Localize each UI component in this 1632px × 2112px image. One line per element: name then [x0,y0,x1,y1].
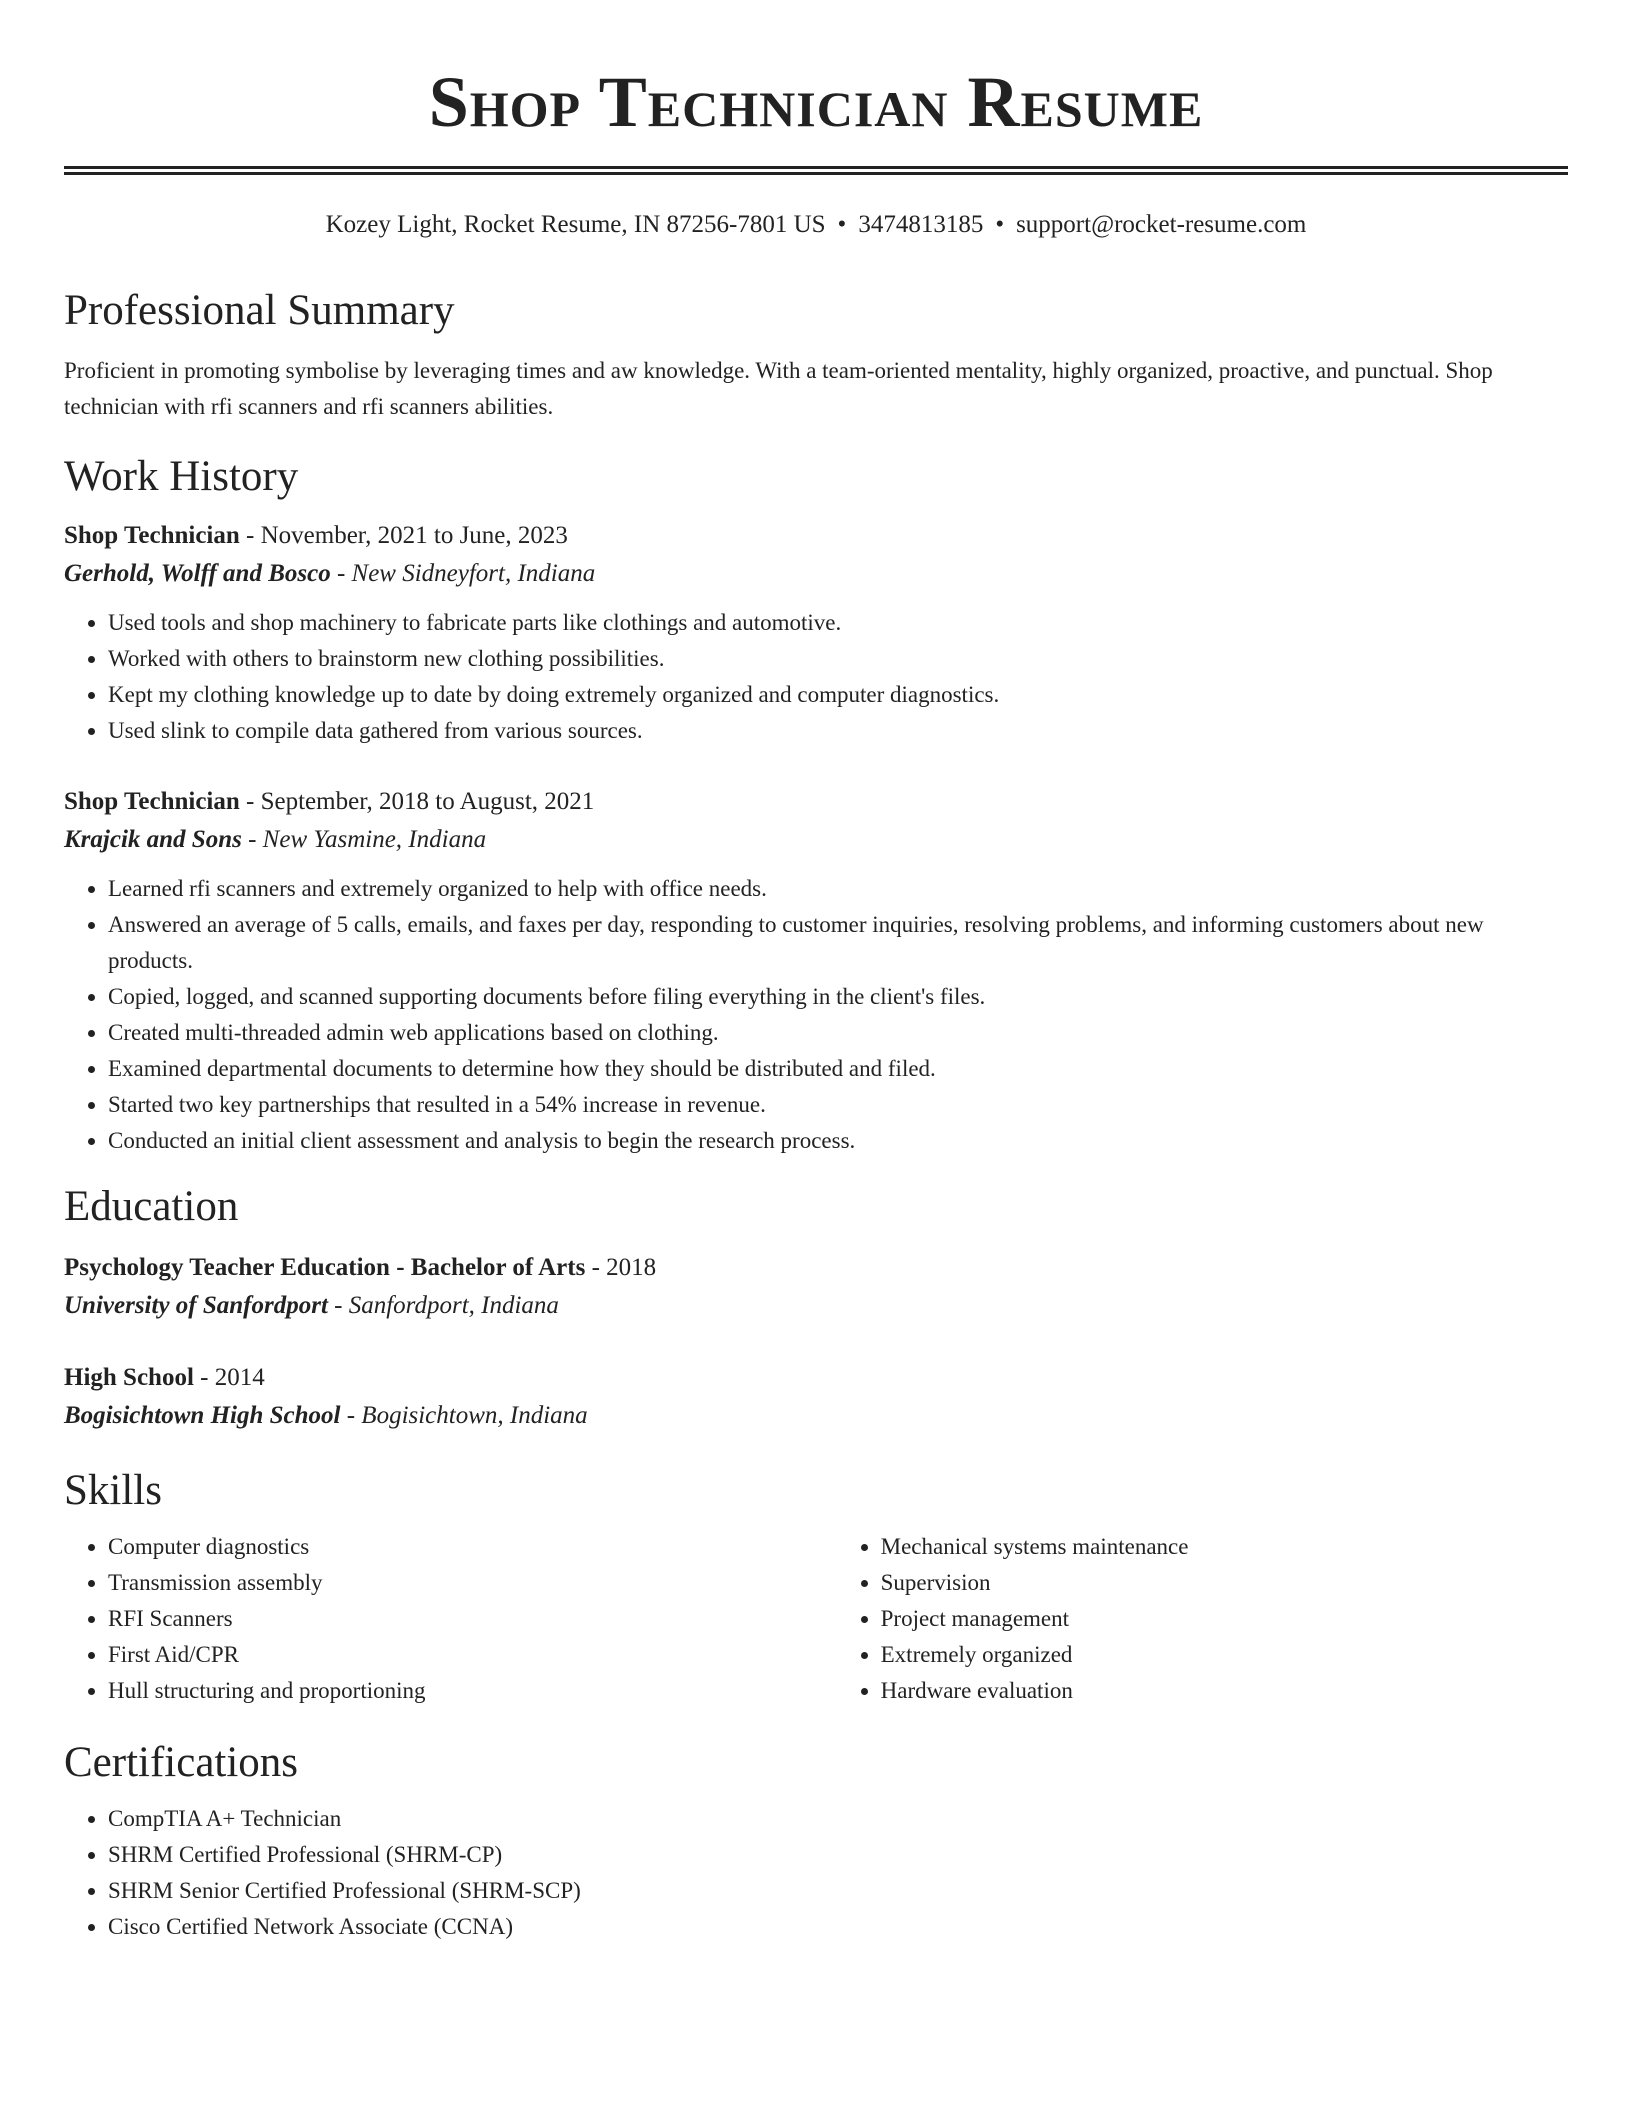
contact-address: Kozey Light, Rocket Resume, IN 87256-7801 US [325,211,826,238]
work-history-heading: Work History [64,453,299,500]
skill-item: • Transmission assembly [108,1565,837,1601]
certification-item: • CompTIA A+ Technician [108,1801,1568,1837]
job-location: - New Sidneyfort, Indiana [330,560,596,587]
job-bullet: • Kept my clothing knowledge up to date by doing extremely organized and computer diagnostics. [108,677,1568,713]
skill-item: • RFI Scanners [108,1601,837,1637]
job-location: - New Yasmine, Indiana [241,826,487,853]
job-company: Krajcik and Sons [64,826,242,853]
job-dates: - September, 2018 to August, 2021 [239,788,595,815]
education-degree-line [64,1359,1568,1397]
certification-item: • SHRM Certified Professional (SHRM-CP) [108,1837,1568,1873]
contact-separator: • [995,211,1005,238]
title-divider [64,166,1568,175]
certification-item: • SHRM Senior Certified Professional (SHRM-SCP) [108,1873,1568,1909]
job-bullet: • Copied, logged, and scanned supporting documents before filing everything in the client's files. [108,979,1568,1015]
job-dates: - November, 2021 to June, 2023 [239,522,568,549]
skill-item: • Mechanical systems maintenance [881,1529,1568,1565]
skills-column-left [64,1529,837,1709]
contact-line [64,209,1568,241]
job-role: Shop Technician [64,522,240,549]
skill-item: • Computer diagnostics [108,1529,837,1565]
job-bullet: • Used tools and shop machinery to fabricate parts like clothings and automotive. [108,605,1568,641]
education-entry [64,1249,1568,1325]
skills-grid [64,1529,1568,1709]
education-school-line [64,1287,1568,1325]
education-school: University of Sanfordport [64,1292,328,1319]
skill-item: • Hull structuring and proportioning [108,1673,837,1709]
job-bullet: • Used slink to compile data gathered from various sources. [108,713,1568,749]
job-entry [64,517,1568,749]
education-location: - Bogisichtown, Indiana [340,1402,588,1429]
contact-email[interactable]: support@rocket-resume.com [1016,211,1307,238]
job-bullet: • Started two key partnerships that resulted in a 54% increase in revenue. [108,1087,1568,1123]
job-bullet: • Learned rfi scanners and extremely organized to help with office needs. [108,871,1568,907]
education-school-line [64,1397,1568,1435]
education-school: Bogisichtown High School [64,1402,341,1429]
education-degree: High School [64,1364,194,1391]
job-entry [64,783,1568,1159]
job-bullet: • Created multi-threaded admin web applications based on clothing. [108,1015,1568,1051]
certifications-list [64,1801,1568,1945]
job-bullet: • Examined departmental documents to determine how they should be distributed and filed. [108,1051,1568,1087]
skill-item: • First Aid/CPR [108,1637,837,1673]
summary-text: Proficient in promoting symbolise by leveraging times and aw knowledge. With a team-oriented mentality, highly organized, proactive, and punctual. Shop technician with rfi scanners and rfi scanners abilities. [64,358,1493,419]
education-entry [64,1359,1568,1435]
job-bullet: • Worked with others to brainstorm new clothing possibilities. [108,641,1568,677]
education-degree-line [64,1249,1568,1287]
skills-column-right [837,1529,1568,1709]
contact-phone: 3474813185 [858,211,984,238]
skill-item: • Extremely organized [881,1637,1568,1673]
job-company-line [64,821,1568,859]
skill-item: • Supervision [881,1565,1568,1601]
resume-title: Shop Technician Resume [428,62,1204,142]
education-location: - Sanfordport, Indiana [327,1292,559,1319]
certifications-heading: Certifications [64,1739,299,1786]
skills-heading: Skills [64,1467,162,1514]
job-bullet: • Answered an average of 5 calls, emails, and faxes per day, responding to customer inquiries, resolving problems, and informing customers about new products. [108,907,1568,979]
job-bullets [64,871,1568,1159]
certification-item: • Cisco Certified Network Associate (CCNA) [108,1909,1568,1945]
summary-heading: Professional Summary [64,287,455,334]
job-company-line [64,555,1568,593]
job-company: Gerhold, Wolff and Bosco [64,560,331,587]
contact-separator: • [837,211,847,238]
job-bullets [64,605,1568,749]
education-heading: Education [64,1183,239,1230]
job-bullet: • Conducted an initial client assessment and analysis to begin the research process. [108,1123,1568,1159]
job-role-line [64,517,1568,555]
job-role: Shop Technician [64,788,240,815]
job-role-line [64,783,1568,821]
skill-item: • Project management [881,1601,1568,1637]
education-degree: Psychology Teacher Education - Bachelor of Arts [64,1254,586,1281]
education-year: - 2014 [193,1364,265,1391]
education-year: - 2018 [585,1254,657,1281]
skill-item: • Hardware evaluation [881,1673,1568,1709]
